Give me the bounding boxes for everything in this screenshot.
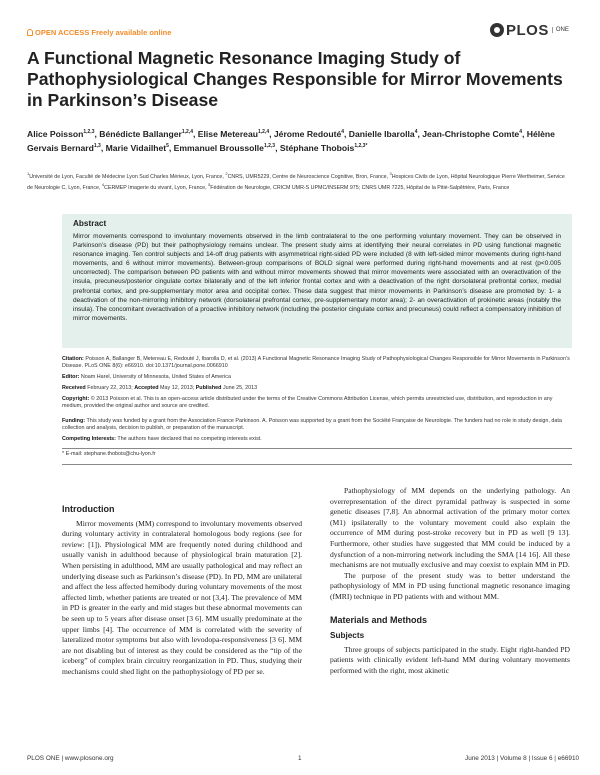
abstract-heading: Abstract — [73, 219, 107, 228]
right-column — [330, 486, 570, 677]
citation: Citation: Poisson A, Ballanger B, Metereau E, Redouté J, Ibarolla D, et al. (2013) A Functional Magnetic Resonance Imaging Study of Pathophysiological Changes Responsible for Mirror Movements in Parkinson’s Disease. PLoS ONE 8(6): e66910. doi:10.1371/journal.pone.0066910 — [62, 356, 570, 370]
author: Alice Poisson$^{1,2,3}$, — [27, 128, 100, 139]
affiliation-number: 1 — [27, 171, 30, 176]
author-affiliation-mark: 1,2,4 — [257, 129, 270, 135]
author-affiliation-mark: 1,2,4 — [181, 129, 194, 135]
author: Stéphane Thobois$^{1,2,3*}$ — [279, 143, 368, 154]
affiliation-number: 2 — [225, 171, 228, 176]
affiliation-number: 5 — [208, 182, 211, 188]
dates: Received February 22, 2013; Accepted May 12, 2013; Published June 25, 2013 — [62, 385, 258, 391]
author: Bénédicte Ballanger$^{1,2,4}$, — [99, 128, 198, 139]
author: Emmanuel Broussolle$^{1,2,3}$, — [173, 143, 280, 154]
footer-issue: June 2013 | Volume 8 | Issue 6 | e66910 — [465, 755, 580, 762]
abstract-box — [62, 214, 572, 348]
divider — [62, 464, 572, 465]
copyright: Copyright: © 2013 Poisson et al. This is an open-access article distributed under the terms of the Creative Commons Attribution License, which permits unrestricted use, distribution, and reproduction in any medium, provided the original author and source are credited. — [62, 396, 553, 410]
author: Hélène Gervais Bernard$^{1,3}$, — [27, 128, 555, 154]
affiliations — [27, 170, 572, 193]
page-number: 1 — [298, 755, 302, 762]
author: Marie Vidailhet$^5$, — [105, 143, 174, 154]
plos-logo-icon — [490, 23, 504, 37]
methods-heading: Materials and Methods — [330, 614, 428, 625]
funding: Funding: This study was funded by a grant from the Association France Parkinson. A. Poisson was supported by a grant from the Société Française de Neurologie. The funders had no role in study design, data collection and analysis, decision to publish, or preparation of the manuscript. — [62, 418, 562, 432]
competing-interests: Competing Interests: The authors have declared that no competing interests exist. — [62, 436, 262, 442]
paragraph: Pathophysiology of MM depends on the underlying pathology. An overrepresentation of the direct pyramidal pathway is suspected in some genetic diseases [7,8]. An abnormal activation of the primary motor cortex (M1) ipsilaterally to the voluntary movement could also explain the occurrence of MM during post-stroke recovery but in PD as well [9 13]. Furthermore, other studies have suggested that MM could be induced by a dysfunction of a non-mirroring network including the SMA [14 16]. All these mechanisms are not mutually exclusive and may coexist to explain MM in PD. — [330, 486, 570, 570]
abstract-text: Mirror movements correspond to involuntary movements observed in the limb contralateral to the one performing voluntary movement. They can be observed in Parkinson’s disease (PD) but their pathophysiology remains unclear. The present study aims at identifying their neural correlates in PD using functional magnetic resonance imaging. Ten control subjects and 14-off drug patients with asymmetrical right-sided PD were included (8 with left-sided mirror movements during right-hand movements, and 6 without mirror movements). Between-group comparisons of BOLD signal were performed during right-hand movements and at rest (p<0.005 uncorrected). The comparison between PD patients with and without mirror movements showed that mirror movements were associated with an overactivation of the insula, precuneus/posterior cingulate cortex bilaterally and of the left inferior frontal cortex and with a deactivation of the right dorsolateral prefrontal cortex, medial prefrontal cortex, and pre-supplementary motor area and occipital cortex. These data suggest that mirror movements in Parkinson’s disease are promoted by: 1- a deactivation of the non-mirroring inhibitory network (dorsolateral prefrontal cortex, pre-supplementary motor area); 2- an overactivation of prokinetic areas (notably the insula). The concomitant overactivation of a proactive inhibitory network (including the posterior cingulate cortex and precuneus) could reflect a compensatory inhibition of mirror movements. — [73, 233, 561, 322]
paragraph: Mirror movements (MM) correspond to involuntary movements observed during voluntary activity in contralateral homologous body regions (see for review: [1]). Physiological MM are frequently noted during childhood and usually vanish in adulthood because of physiological brain maturation [2]. When persisting in adulthood, MM are usually pathological and may reflect an underlying disease such as Parkinson’s disease (PD). In PD, MM are unilateral and affect the less affected hemibody during voluntary movements of the most affected limb, whether patients are treated or not [3,4]. The prevalence of MM in PD is greater in the early and mid stages but these abnormal movements can be seen up to 5 years after disease onset [3 6]. MM usually predominate at the upper limbs [4]. The occurrence of MM is correlated with the severity of lateralized motor symptoms but also with levodopa-responsiveness [3 6]. MM are not disabling but of interest as they could be considered as the “tip of the iceberg” of complex brain circuitry reorganization in PD. Thus, studying their mechanisms could shed light on the pathophysiology of PD per se. — [62, 518, 302, 676]
author-affiliation-mark: 4 — [519, 129, 522, 135]
subjects-heading: Subjects — [330, 631, 365, 641]
affiliation-number: 4 — [101, 182, 105, 188]
left-column — [62, 504, 302, 678]
article-title: A Functional Magnetic Resonance Imaging Study of Pathophysiological Changes Responsible for Mirror Movements in Parkinson’s Disease — [27, 48, 563, 110]
journal-logo-text: PLOS — [506, 21, 549, 39]
author-affiliation-mark: 4 — [341, 129, 345, 135]
affiliation-text: Fédération de Neurologie, CRICM UMR-S UPMC/INSERM 975; CNRS UMR 7225, Hôpital de la Pitié-Salpêtrière, Paris, France — [210, 185, 510, 192]
open-access-label: OPEN ACCESS Freely available online — [27, 28, 171, 37]
author-affiliation-mark: 1,3 — [93, 143, 101, 150]
paragraph: Three groups of subjects participated in the study. Eight right-handed PD patients with clinically evident left-hand MM during voluntary movements performed with the right, most akinetic — [330, 644, 570, 675]
author-affiliation-mark: 1,2,3 — [83, 129, 95, 135]
affiliation-text: Université de Lyon, Faculté de Médecine Lyon Sud Charles Mérieux, Lyon, France, — [29, 173, 226, 180]
editor: Editor: Noam Harel, University of Minnesota, United States of America — [62, 374, 231, 380]
email: * E-mail: stephane.thobois@chu-lyon.fr — [62, 451, 156, 457]
journal-logo — [490, 21, 569, 39]
introduction-heading: Introduction — [62, 504, 115, 514]
author-affiliation-mark: 1,2,3 — [263, 143, 276, 150]
affiliation-text: Hospices Civils de Lyon, Hôpital Neurologique Pierre Wertheimer, Service de Neurologie C, Lyon, France, — [27, 173, 565, 192]
author: Jérome Redouté$^4$, — [273, 128, 349, 139]
open-lock-icon — [27, 29, 33, 36]
paragraph: The purpose of the present study was to better understand the pathophysiology of MM in PD using functional magnetic resonance imaging (fMRI) technique in PD patients with and without MM. — [330, 570, 570, 601]
author-affiliation-mark: 1,2,3* — [354, 143, 368, 150]
author: Danielle Ibarolla$^4$, — [348, 128, 423, 139]
journal-logo-suffix: ONE — [552, 27, 569, 33]
affiliation-text: CNRS, UMR5229, Centre de Neuroscience Cognitive, Bron, France, — [227, 173, 390, 180]
affiliation-number: 3 — [389, 171, 392, 176]
author: Jean-Christophe Comte$^4$, — [422, 128, 527, 139]
author-affiliation-mark: 4 — [414, 129, 418, 135]
affiliation-text: CERMEP Imagerie du vivant, Lyon, France, — [104, 185, 209, 192]
footer-journal: PLOS ONE | www.plosone.org — [27, 755, 114, 762]
author: Elise Metereau$^{1,2,4}$, — [197, 128, 274, 139]
author-affiliation-mark: 5 — [166, 143, 169, 150]
author-list — [27, 126, 572, 155]
divider — [62, 448, 572, 449]
